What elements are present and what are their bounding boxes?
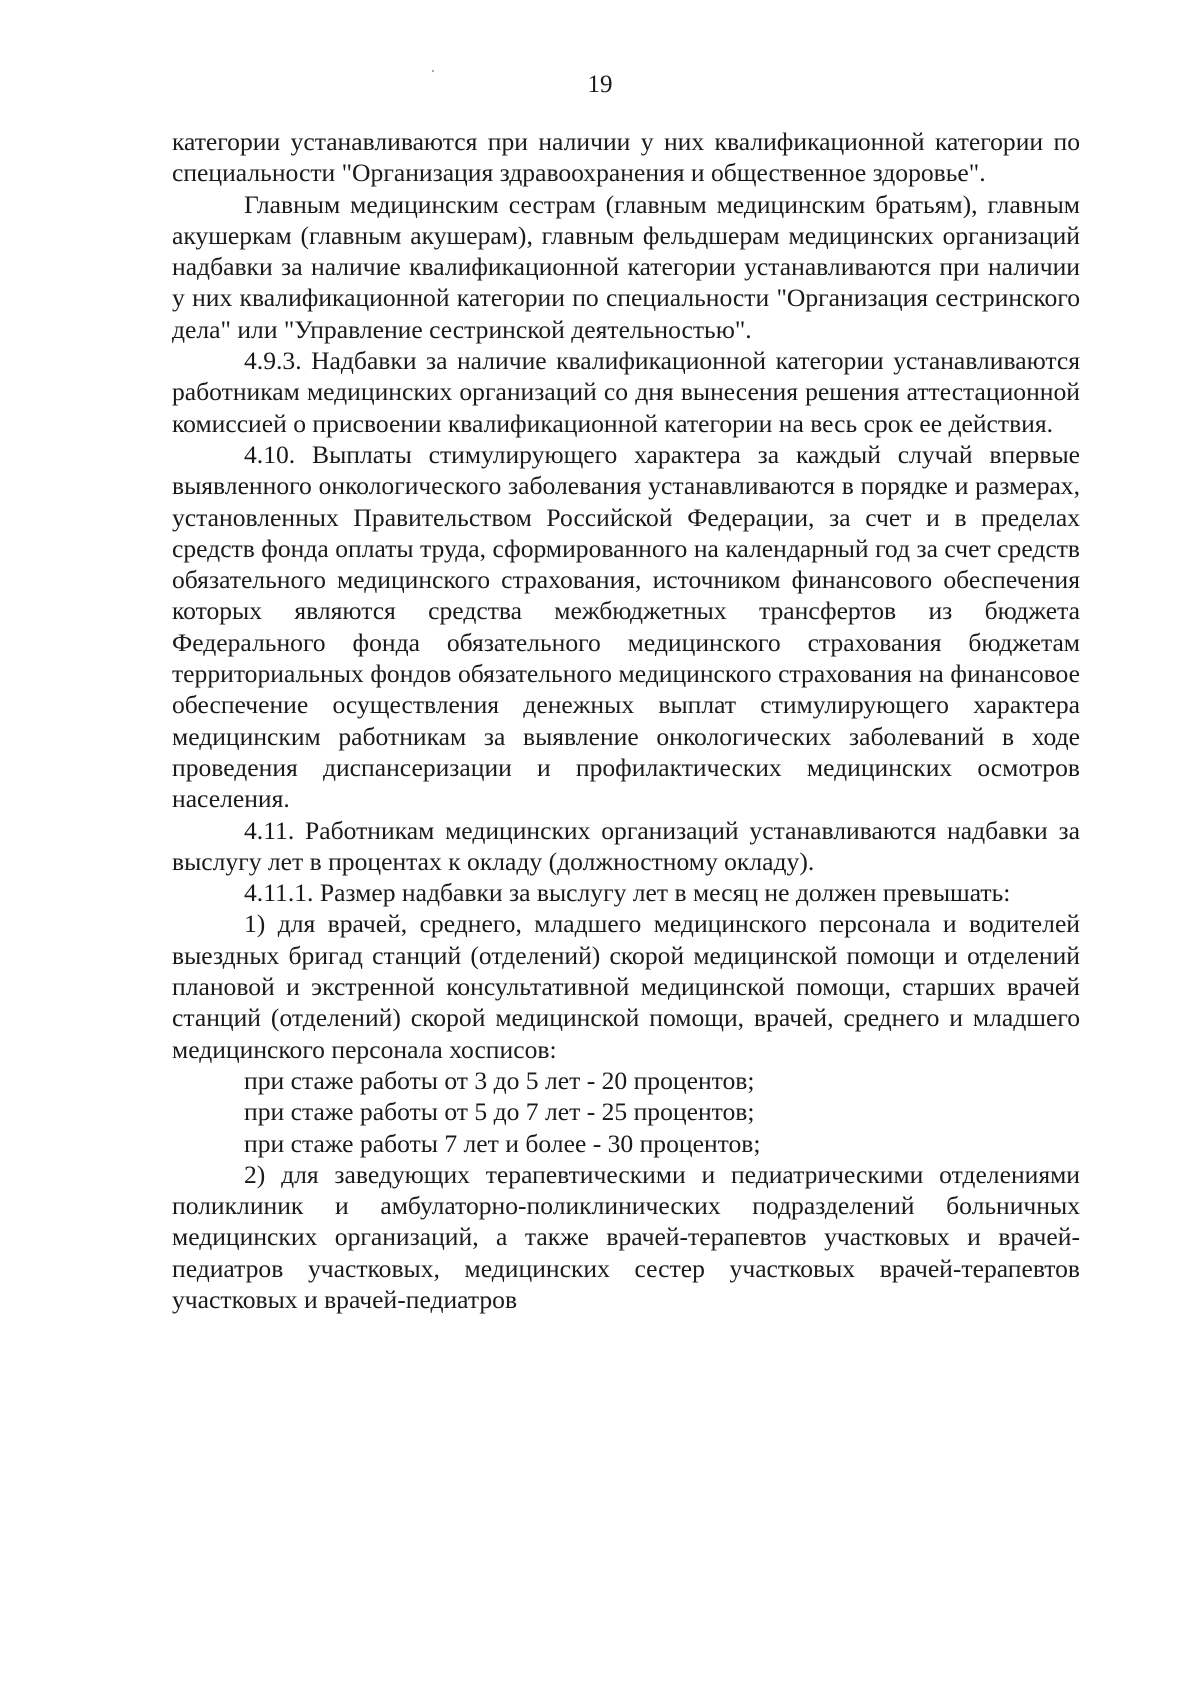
list-item-2: 2) для заведующих терапевтическими и педиатрическими отделениями поликлиник и амбулаторно-поликлинических подразделений больничных медицинских организаций, а также врачей-терапевтов участковых и врачей-педиатров участковых, медицинских сестер участковых врачей-терапевтов участковых и врачей-педиатров <box>172 1159 1080 1314</box>
seniority-line-5-7: при стаже работы от 5 до 7 лет - 25 процентов; <box>244 1097 755 1127</box>
paragraph-4-10: 4.10. Выплаты стимулирующего характера за каждый случай впервые выявленного онкологического заболевания устанавливаются в порядке и размерах, установленных Правительством Российской Федерации, за счет и в пределах средств фонда оплаты труда, сформированного на календарный год за счет средств обязательного медицинского страхования, источником финансового обеспечения которых являются средства межбюджетных трансфертов из бюджета Федерального фонда обязательного медицинского страхования бюджетам территориальных фондов обязательного медицинского страхования на финансовое обеспечение осуществления денежных выплат стимулирующего характера медицинским работникам за выявление онкологических заболеваний в ходе проведения диспансеризации и профилактических медицинских осмотров населения. <box>172 439 1080 814</box>
paragraph-4-11: 4.11. Работникам медицинских организаций устанавливаются надбавки за выслугу лет в процентах к окладу (должностному окладу). <box>172 815 1080 876</box>
paragraph-4-9-3: 4.9.3. Надбавки за наличие квалификационной категории устанавливаются работникам медицинских организаций со дня вынесения решения аттестационной комиссией о присвоении квалификационной категории на весь срок ее действия. <box>172 346 1080 438</box>
paragraph-4-11-1: 4.11.1. Размер надбавки за выслугу лет в месяц не должен превышать: <box>244 878 1011 908</box>
list-item-1: 1) для врачей, среднего, младшего медицинского персонала и водителей выездных бригад станций (отделений) скорой медицинской помощи и отделений плановой и экстренной консультативной медицинской помощи, старших врачей станций (отделений) скорой медицинской помощи, врачей, среднего и младшего медицинского персонала хосписов: <box>172 909 1080 1064</box>
document-body <box>172 126 1080 1315</box>
scan-speck <box>432 70 434 72</box>
page-number: 19 <box>587 71 613 98</box>
paragraph-head-nurses: Главным медицинским сестрам (главным медицинским братьям), главным акушеркам (главным акушерам), главным фельдшерам медицинских организаций надбавки за наличие квалификационной категории устанавливаются при наличии у них квалификационной категории по специальности "Организация сестринского дела" или "Управление сестринской деятельностью". <box>172 189 1080 344</box>
seniority-line-7-plus: при стаже работы 7 лет и более - 30 процентов; <box>244 1128 761 1158</box>
paragraph-continuation: категории устанавливаются при наличии у них квалификационной категории по специальности "Организация здравоохранения и общественное здоровье". <box>172 127 1080 188</box>
seniority-line-3-5: при стаже работы от 3 до 5 лет - 20 процентов; <box>244 1065 755 1095</box>
